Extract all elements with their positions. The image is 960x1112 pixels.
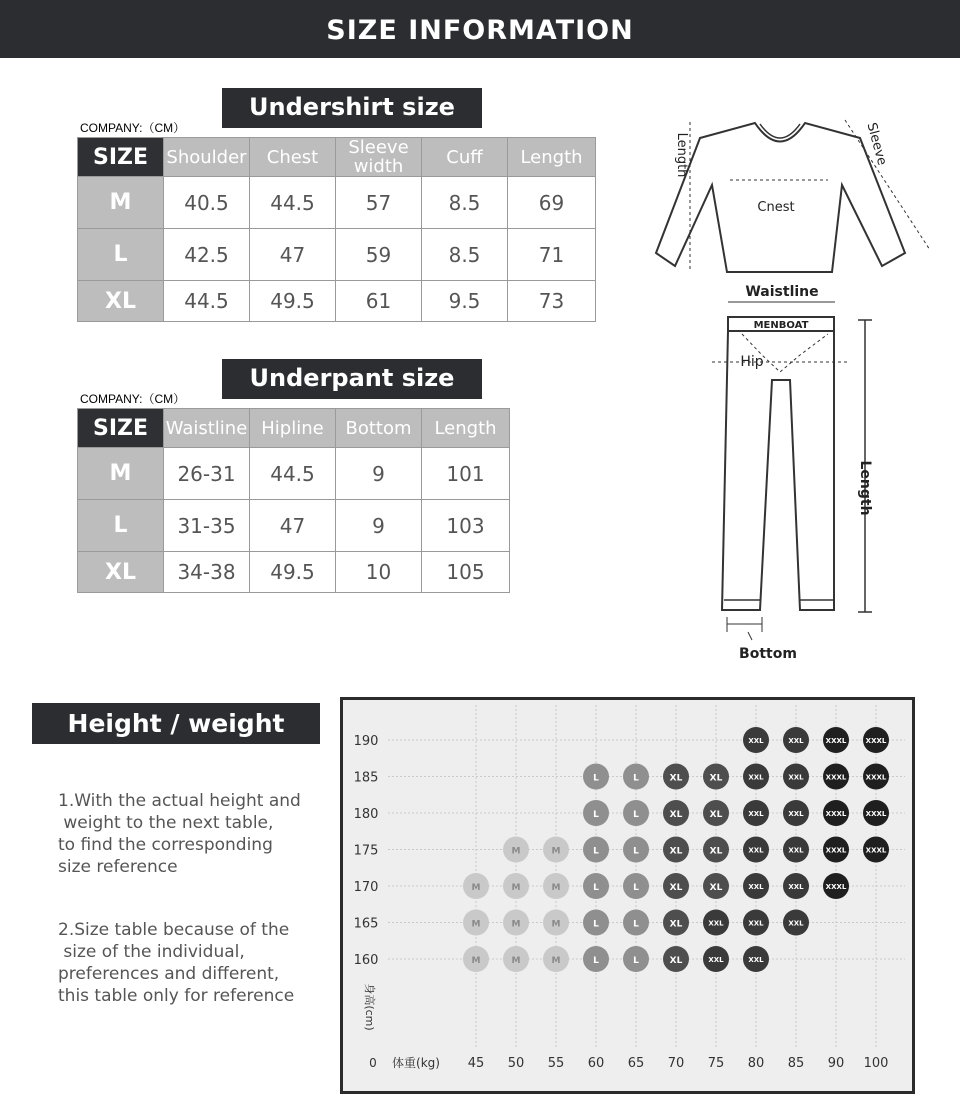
size-marker <box>703 910 729 936</box>
size-marker <box>703 800 729 826</box>
table-cell: 40.5 <box>164 177 250 229</box>
table-cell: 61 <box>336 281 422 322</box>
size-marker <box>783 800 809 826</box>
y-tick-label: 160 <box>353 953 379 968</box>
size-marker-label: M <box>551 846 561 857</box>
size-marker-label: L <box>633 773 639 784</box>
size-marker <box>463 873 489 899</box>
table-cell: 57 <box>336 177 422 229</box>
table-cell: 8.5 <box>422 229 508 281</box>
size-marker-label: M <box>471 883 481 893</box>
x-tick-label: 100 <box>863 1056 889 1071</box>
y-axis-label: 身高(cm) <box>363 983 376 1031</box>
underpant-illustration <box>722 317 834 610</box>
size-marker-label: XXL <box>708 956 724 964</box>
table-cell: 9 <box>336 500 422 552</box>
column-header: Shoulder <box>164 138 250 177</box>
column-header: Chest <box>250 138 336 177</box>
size-label: M <box>78 177 164 229</box>
size-marker <box>743 873 769 899</box>
table-cell: 44.5 <box>250 177 336 229</box>
size-marker-label: XXXL <box>825 846 847 855</box>
size-marker <box>663 764 689 790</box>
table-row <box>78 448 510 500</box>
size-marker-label: L <box>633 883 639 893</box>
size-marker-label: M <box>551 919 561 930</box>
table-cell: 73 <box>508 281 596 322</box>
column-header: Length <box>508 138 596 177</box>
size-marker <box>743 800 769 826</box>
y-tick-label: 185 <box>353 770 379 786</box>
size-marker <box>503 873 529 899</box>
size-marker-label: XXL <box>748 956 764 964</box>
table-row <box>78 229 596 281</box>
size-marker-label: XXXL <box>825 883 847 891</box>
size-marker-label: XXL <box>788 810 804 818</box>
x-tick-label: 80 <box>747 1056 765 1071</box>
undershirt-company-unit: COMPANY:（CM） <box>80 121 186 135</box>
size-marker-label: XXXL <box>825 773 847 782</box>
size-marker <box>703 764 729 790</box>
undershirt-illustration <box>656 123 905 272</box>
size-marker <box>623 837 649 863</box>
x-tick-label: 45 <box>467 1056 485 1071</box>
size-marker-label: XXL <box>788 919 804 928</box>
table-cell: 9.5 <box>422 281 508 322</box>
size-marker <box>823 837 849 863</box>
size-marker-label: XXL <box>788 883 804 891</box>
underpant-company-unit: COMPANY:（CM） <box>80 392 186 406</box>
size-marker <box>503 910 529 936</box>
size-marker-label: L <box>593 846 599 857</box>
size-marker <box>783 910 809 936</box>
size-marker-label: XL <box>709 810 723 820</box>
size-marker-label: XL <box>709 883 723 893</box>
y-tick-label: 180 <box>353 807 379 822</box>
size-marker <box>583 764 609 790</box>
size-marker-label: M <box>471 956 481 966</box>
size-marker <box>663 873 689 899</box>
table-cell: 9 <box>336 448 422 500</box>
undershirt-size-table <box>77 137 596 322</box>
shirt-chest-label: Cnest <box>757 200 795 215</box>
size-marker <box>623 910 649 936</box>
table-cell: 47 <box>250 229 336 281</box>
y-tick-label: 175 <box>353 843 379 859</box>
size-label: L <box>78 229 164 281</box>
size-marker-label: XL <box>669 956 683 966</box>
size-header: SIZE <box>78 409 164 448</box>
size-marker <box>623 764 649 790</box>
instruction-note-2: 2.Size table because of the size of the individual, preferences and different, this table only for reference <box>58 920 295 1006</box>
table-row <box>78 281 596 322</box>
column-header: Bottom <box>336 409 422 448</box>
height-weight-chart <box>340 697 915 1094</box>
size-marker <box>823 873 849 899</box>
size-marker-label: XL <box>669 883 683 893</box>
underpant-title: Underpant size <box>222 359 482 399</box>
size-marker-label: XXL <box>788 773 804 782</box>
size-label: L <box>78 500 164 552</box>
table-cell: 44.5 <box>250 448 336 500</box>
size-marker-label: XXL <box>708 919 724 928</box>
table-cell: 44.5 <box>164 281 250 322</box>
underpant-size-table <box>77 408 510 593</box>
pant-brand-label: MENBOAT <box>753 320 809 331</box>
column-header: Waistline <box>164 409 250 448</box>
instruction-note-1: 1.With the actual height and weight to the next table, to find the corresponding size reference <box>58 791 301 877</box>
x-tick-label: 75 <box>707 1056 725 1071</box>
size-marker <box>543 946 569 972</box>
size-marker-label: XXXL <box>825 810 847 818</box>
size-marker-label: M <box>551 956 561 966</box>
size-marker-label: XL <box>709 846 723 857</box>
table-cell: 105 <box>422 552 510 593</box>
pant-waistline-label: Waistline <box>745 284 819 300</box>
height-weight-title: Height / weight table <box>32 703 320 744</box>
size-marker-label: XXXL <box>865 810 887 818</box>
size-marker <box>583 946 609 972</box>
size-marker <box>863 800 889 826</box>
table-row <box>78 552 510 593</box>
table-cell: 26-31 <box>164 448 250 500</box>
x-tick-label: 90 <box>827 1056 845 1071</box>
undershirt-title: Undershirt size <box>222 88 482 128</box>
table-cell: 71 <box>508 229 596 281</box>
size-marker <box>463 946 489 972</box>
table-cell: 103 <box>422 500 510 552</box>
size-marker-label: L <box>593 773 599 784</box>
size-marker-label: XL <box>669 919 683 930</box>
size-marker <box>863 764 889 790</box>
size-marker-label: M <box>471 919 481 930</box>
table-cell: 10 <box>336 552 422 593</box>
shirt-length-label: Length <box>674 132 689 178</box>
size-marker <box>823 727 849 753</box>
table-cell: 59 <box>336 229 422 281</box>
x-tick-label: 85 <box>787 1056 805 1071</box>
size-marker <box>743 764 769 790</box>
size-header: SIZE <box>78 138 164 177</box>
size-marker-label: M <box>511 956 521 966</box>
size-marker <box>743 727 769 753</box>
size-marker <box>663 946 689 972</box>
size-marker-label: XL <box>669 810 683 820</box>
x-tick-label: 55 <box>547 1056 565 1071</box>
size-marker-label: L <box>593 956 599 966</box>
size-marker-label: XXXL <box>865 737 887 745</box>
size-marker <box>623 946 649 972</box>
size-marker-label: XXXL <box>825 737 847 745</box>
size-marker-label: XXXL <box>865 846 887 855</box>
size-marker <box>743 837 769 863</box>
y-tick-label: 170 <box>353 880 379 895</box>
x-tick-label: 60 <box>587 1056 605 1071</box>
page-title: SIZE INFORMATION <box>0 0 960 58</box>
table-cell: 34-38 <box>164 552 250 593</box>
size-marker-label: XL <box>669 773 683 784</box>
y-tick-label: 190 <box>353 734 379 749</box>
table-cell: 31-35 <box>164 500 250 552</box>
size-marker <box>703 946 729 972</box>
size-marker <box>783 727 809 753</box>
size-marker <box>783 837 809 863</box>
table-cell: 47 <box>250 500 336 552</box>
shirt-sleeve-label: Sleeve <box>863 121 890 168</box>
pant-bottom-label: Bottom <box>739 646 797 662</box>
size-marker-label: M <box>511 883 521 893</box>
size-marker <box>503 946 529 972</box>
size-marker-label: L <box>593 883 599 893</box>
size-marker-label: L <box>633 810 639 820</box>
size-marker <box>503 837 529 863</box>
size-marker-label: XXL <box>748 846 764 855</box>
size-marker <box>783 764 809 790</box>
size-marker <box>583 800 609 826</box>
size-marker-label: L <box>633 846 639 857</box>
size-marker-label: XXL <box>748 810 764 818</box>
table-row <box>78 500 510 552</box>
size-marker <box>863 727 889 753</box>
size-marker <box>583 873 609 899</box>
x-tick-label: 50 <box>507 1056 525 1071</box>
size-marker <box>663 910 689 936</box>
table-cell: 101 <box>422 448 510 500</box>
size-marker <box>823 764 849 790</box>
size-marker <box>583 910 609 936</box>
x-tick-label: 65 <box>627 1056 645 1071</box>
size-marker-label: XXL <box>788 737 804 745</box>
size-marker-label: L <box>593 919 599 930</box>
column-header: Sleeve width <box>336 138 422 177</box>
pant-bottom-measure <box>727 617 762 640</box>
size-marker <box>743 910 769 936</box>
size-marker <box>663 837 689 863</box>
size-marker <box>663 800 689 826</box>
size-marker-label: M <box>511 846 521 857</box>
size-label: M <box>78 448 164 500</box>
column-header: Cuff <box>422 138 508 177</box>
size-marker <box>703 873 729 899</box>
table-cell: 42.5 <box>164 229 250 281</box>
size-marker-label: XXL <box>748 737 764 745</box>
shirt-measure-lines <box>690 120 930 272</box>
pant-length-label: Length <box>857 460 873 516</box>
size-marker <box>543 910 569 936</box>
size-marker <box>823 800 849 826</box>
garment-diagram <box>640 105 950 675</box>
size-marker <box>783 873 809 899</box>
size-marker-label: XXXL <box>865 773 887 782</box>
size-marker-label: XXL <box>788 846 804 855</box>
column-header: Length <box>422 409 510 448</box>
size-marker <box>703 837 729 863</box>
size-marker-label: XXL <box>748 919 764 928</box>
x-tick-label: 70 <box>667 1056 685 1071</box>
size-marker <box>863 837 889 863</box>
size-marker <box>543 873 569 899</box>
size-marker-label: M <box>551 883 561 893</box>
size-marker-label: L <box>633 956 639 966</box>
hip-measure-lines <box>712 334 850 372</box>
column-header: Hipline <box>250 409 336 448</box>
size-marker <box>743 946 769 972</box>
table-cell: 8.5 <box>422 177 508 229</box>
size-marker <box>623 800 649 826</box>
size-marker-label: L <box>633 919 639 930</box>
size-marker-label: XL <box>669 846 683 857</box>
size-marker-label: M <box>511 919 521 930</box>
size-marker-label: L <box>593 810 599 820</box>
size-label: XL <box>78 281 164 322</box>
size-marker-label: XXL <box>748 883 764 891</box>
origin-label: 0 <box>369 1056 377 1070</box>
table-cell: 49.5 <box>250 281 336 322</box>
size-marker-label: XL <box>709 773 723 784</box>
size-marker-label: XXL <box>748 773 764 782</box>
size-marker <box>623 873 649 899</box>
size-marker <box>463 910 489 936</box>
size-label: XL <box>78 552 164 593</box>
pant-hip-label: Hip <box>740 354 764 370</box>
y-tick-label: 165 <box>353 916 379 932</box>
table-cell: 49.5 <box>250 552 336 593</box>
x-axis-label: 体重(kg) <box>392 1056 440 1070</box>
table-row <box>78 177 596 229</box>
size-marker <box>583 837 609 863</box>
table-cell: 69 <box>508 177 596 229</box>
size-marker <box>543 837 569 863</box>
